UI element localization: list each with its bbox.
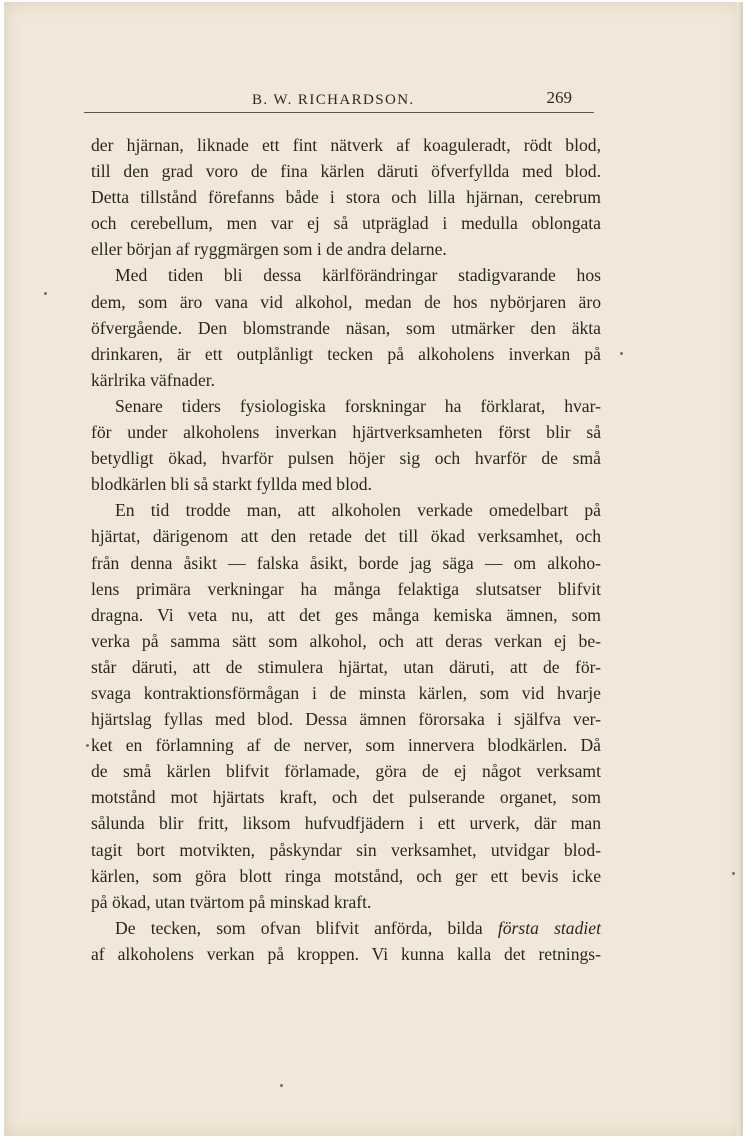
text-line: står däruti, att de stimulera hjärtat, utan däruti, att de för- [91,656,601,677]
page-number: 269 [546,88,572,107]
text-line: verka på samma sätt som alkohol, och att deras verkan ej be- [91,630,601,651]
text-line: Med tiden bli dessa kärlförändringar stadigvarande hos [115,265,601,286]
page-edge-shadow [737,2,743,1136]
running-header [84,88,594,113]
text-fragment: De tecken, som ofvan blifvit anförda, bilda [115,917,498,938]
paper-speck [620,352,623,355]
text-line: svaga kontraktionsförmågan i de minsta kärlen, som vid hvarje [91,682,601,703]
text-line: eller början af ryggmärgen som i de andra delarne. [91,239,447,260]
text-line: drinkaren, är ett outplånligt tecken på alkoholens inverkan på [91,343,601,364]
text-line: lens primära verkningar ha många felaktiga slutsatser blifvit [91,578,601,599]
text-line: betydligt ökad, hvarför pulsen höjer sig och hvarför de små [91,448,601,469]
paper-speck [280,1084,283,1087]
text-line: för under alkoholens inverkan hjärtverksamheten först blir så [91,422,601,443]
running-title: B. W. RICHARDSON. [252,92,415,108]
text-line: Senare tiders fysiologiska forskningar ha förklarat, hvar- [115,395,601,416]
text-line [91,915,601,941]
text-line: ket en förlamning af de nerver, som innervera blodkärlen. Då [91,735,601,756]
text-line: på ökad, utan tvärtom på minskad kraft. [91,891,372,912]
text-line: öfvergående. Den blomstrande näsan, som utmärker den äkta [91,317,601,338]
text-line: till den grad voro de fina kärlen däruti öfverfyllda med blod. [91,161,601,182]
text-line: blodkärlen bli så starkt fyllda med blod. [91,474,372,495]
text-line: dem, som äro vana vid alkohol, medan de hos nybörjaren äro [91,291,601,312]
text-line: de små kärlen blifvit förlamade, göra de ej något verksamt [91,761,601,782]
text-line: dragna. Vi veta nu, att det ges många kemiska ämnen, som [91,604,601,625]
text-line: hjärtat, därigenom att den retade det till ökad verksamhet, och [91,526,601,547]
italic-phrase: första stadiet [497,917,601,938]
book-page [4,2,743,1136]
paper-speck [732,872,735,875]
body-text [91,132,601,967]
text-line: kärlen, som göra blott ringa motstånd, och ger ett bevis icke [91,865,601,886]
text-line: från denna åsikt — falska åsikt, borde jag säga — om alkoho- [91,552,601,573]
text-line: En tid trodde man, att alkoholen verkade omedelbart på [115,500,601,521]
paper-speck [86,744,89,747]
text-line: af alkoholens verkan på kroppen. Vi kunna kalla det retnings- [91,943,601,964]
text-line: tagit bort motvikten, påskyndar sin verksamhet, utvidgar blod- [91,839,601,860]
text-line: sålunda blir fritt, liksom hufvudfjädern i ett urverk, där man [91,813,601,834]
text-line: kärlrika väfnader. [91,369,216,390]
paper-speck [44,292,47,295]
text-line: motstånd mot hjärtats kraft, och det pulserande organet, som [91,787,601,808]
text-line: Detta tillstånd förefanns både i stora och lilla hjärnan, cerebrum [91,187,601,208]
text-line: hjärtslag fyllas med blod. Dessa ämnen förorsaka i själfva ver- [91,709,601,730]
text-line: der hjärnan, liknade ett fint nätverk af koaguleradt, rödt blod, [91,135,601,155]
text-line: och cerebellum, men var ej så utpräglad i medulla oblongata [91,213,601,234]
